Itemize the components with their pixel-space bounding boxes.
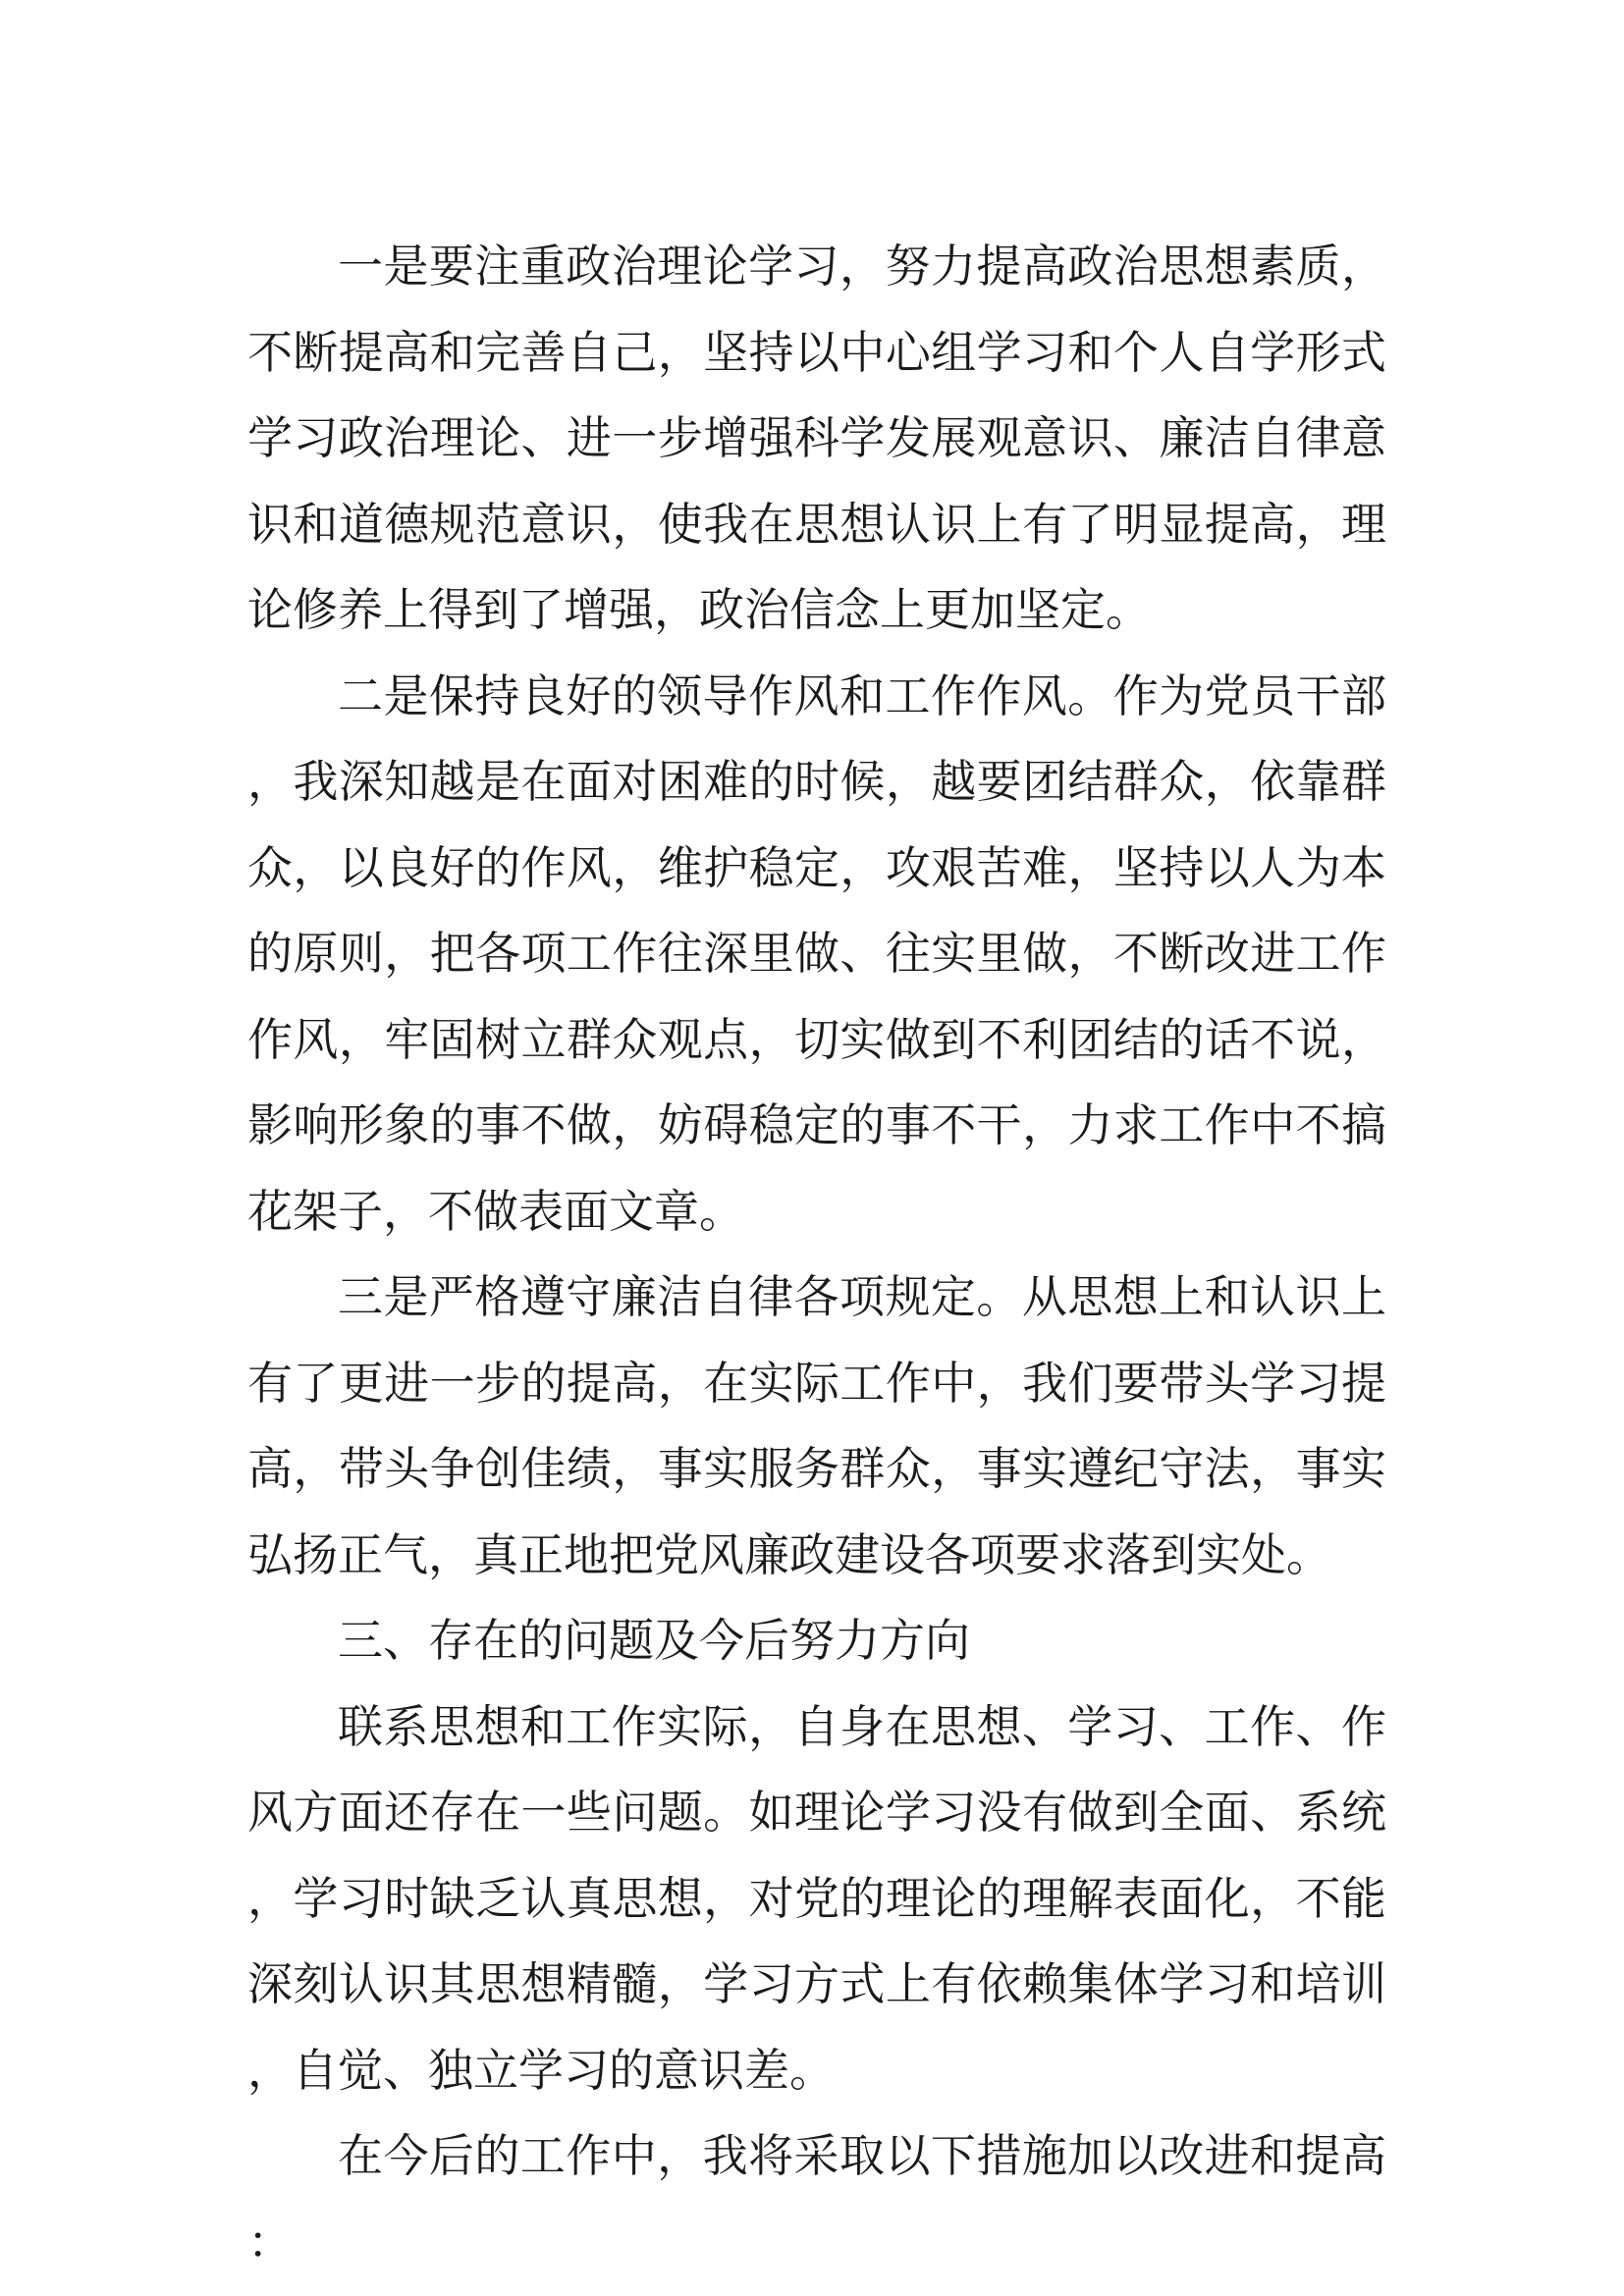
section-heading-problems-and-direction: 三、存在的问题及今后努力方向 [338,1614,970,1667]
document-body [247,224,1386,2285]
paragraph-existing-problems: 联系思想和工作实际，自身在思想、学习、工作、作风方面还存在一些问题。如理论学习没有做到全面、系统，学习时缺乏认真思想，对党的理论的理解表面化，不能深刻认识其思想精髓，学习方式上有依赖集体学习和培训，自觉、独立学习的意识差。 [247,1699,1386,2097]
paragraph-leadership-work-style: 二是保持良好的领导作风和工作作风。作为党员干部，我深知越是在面对困难的时候，越要团结群众，依靠群众，以良好的作风，维护稳定，攻艰苦难，坚持以人为本的原则，把各项工作往深里做、往实里做，不断改进工作作风，牢固树立群众观点，切实做到不利团结的话不说，影响形象的事不做，妨碍稳定的事不干，力求工作中不搞花架子，不做表面文章。 [247,668,1386,1238]
paragraph-integrity-self-discipline: 三是严格遵守廉洁自律各项规定。从思想上和认识上有了更进一步的提高，在实际工作中，我们要带头学习提高，带头争创佳绩，事实服务群众，事实遵纪守法，事实弘扬正气，真正地把党风廉政建设各项要求落到实处。 [247,1270,1386,1581]
paragraph-future-measures: 在今后的工作中，我将采取以下措施加以改进和提高： [247,2129,1386,2269]
paragraph-political-theory-study: 一是要注重政治理论学习，努力提高政治思想素质，不断提高和完善自己，坚持以中心组学习和个人自学形式学习政治理论、进一步增强科学发展观意识、廉洁自律意识和道德规范意识，使我在思想认识上有了明显提高，理论修养上得到了增强，政治信念上更加坚定。 [247,240,1386,636]
